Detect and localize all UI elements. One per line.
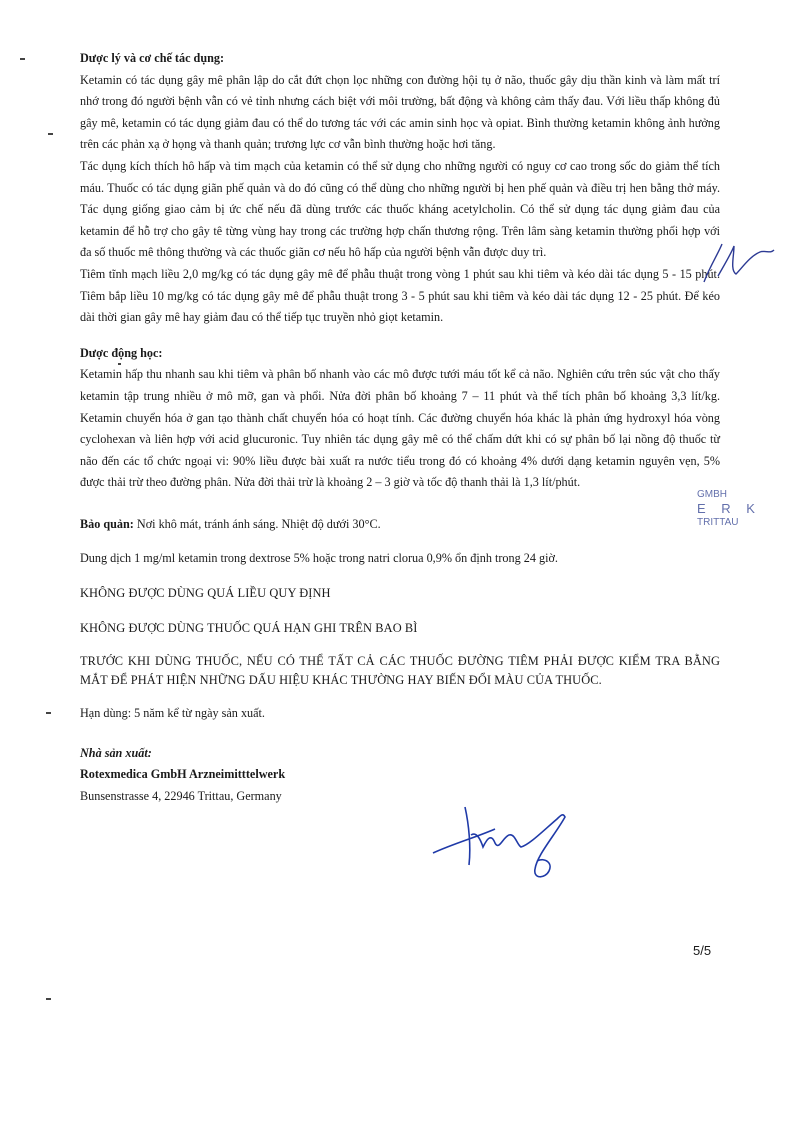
- pharmacology-paragraph-1: Ketamin có tác dụng gây mê phân lập do cắt đứt chọn lọc những con đường hội tụ ở não, thuốc gây dịu thần kinh và làm mất trí nhớ trong đó người bệnh vẫn có vẻ tỉnh nhưng cách biệt với môi trường, bất động và không cảm thấy đau. Với liều thấp không đủ gây mê, ketamin có tác dụng giảm đau có thể do tương tác với các amin sinh học và opiat. Bình thường ketamin không ảnh hưởng trên các phản xạ ở họng và thanh quản; trương lực cơ vẫn bình thường hoặc hơi tăng.: [80, 72, 720, 152]
- scan-mark: [46, 998, 51, 1000]
- manufacturer-label: Nhà sản xuất:: [80, 745, 152, 760]
- page-number: 5/5: [693, 943, 712, 958]
- pharmacokinetics-heading: Dược động học:: [80, 345, 163, 360]
- pharmacokinetics-paragraph: Ketamin hấp thu nhanh sau khi tiêm và phân bố nhanh vào các mô được tưới máu tốt kể cả não. Nghiên cứu trên súc vật cho thấy ketamin tập trung nhiều ở mô mỡ, gan và phổi. Nửa đời phân bố khoảng 7 – 11 phút và thể tích phân bố khoảng 3,3 lít/kg. Ketamin chuyển hóa ở gan tạo thành chất chuyển hóa có hoạt tính. Các đường chuyển hóa khác là phản ứng hydroxyl hóa vòng cyclohexan và liên hợp với acid glucuronic. Tuy nhiên tác dụng gây mê có thể chấm dứt khi có sự phân bố lại nồng độ thuốc từ não đến các tổ chức ngoại vi: 90% liều được bài xuất ra nước tiểu trong đó có khoảng 4% dưới dạng ketamin nguyên vẹn, 5% được thải trừ theo đường phân. Nửa đời thải trừ là khoảng 2 – 3 giờ và tốc độ thanh thải là 1,3 lít/phút.: [80, 367, 720, 490]
- stamp-line-3: TRITTAU: [697, 517, 739, 528]
- manufacturer-signature: [425, 795, 585, 885]
- company-stamp: [697, 488, 767, 530]
- scan-mark: [118, 363, 121, 365]
- document-page: [80, 48, 720, 808]
- shelf-life: Hạn dùng: 5 năm kể từ ngày sản xuất.: [80, 706, 265, 721]
- warning-inspection: TRƯỚC KHI DÙNG THUỐC, NẾU CÓ THỂ TẤT CẢ CÁC THUỐC ĐƯỜNG TIÊM PHẢI ĐƯỢC KIỂM TRA BẰNG MẮT ĐỂ PHÁT HIỆN NHỮNG DẤU HIỆU KHÁC THƯỜNG HAY BIẾN ĐỔI MÀU CỦA THUỐC.: [80, 654, 720, 688]
- manufacturer-block: [80, 743, 720, 808]
- pharmacology-paragraph-2: Tác dụng kích thích hô hấp và tim mạch của ketamin có thể sử dụng cho những người có nguy cơ cao trong sốc do giảm thể tích máu. Thuốc có tác dụng giãn phế quản và do đó cũng có thể dùng cho những người bị hen phế quản và điều trị hen bằng thở máy. Tác dụng giống giao cảm bị ức chế nếu đã dùng trước các thuốc kháng acetylcholin. Có thể sử dụng tác dụng giảm đau của ketamin để hỗ trợ cho gây tê từng vùng hay trong các trường hợp chấn thương rộng. Trên lâm sàng ketamin thường phối hợp với đa số thuốc mê thông thường và các thuốc giãn cơ nếu hô hấp của người bệnh vẫn được duy trì.: [80, 158, 720, 260]
- storage-line: [80, 514, 720, 536]
- stamp-line-2: E R K: [697, 501, 761, 516]
- stability-text: Dung dịch 1 mg/ml ketamin trong dextrose 5% hoặc trong natri clorua 0,9% ổn định trong 24 giờ.: [80, 551, 558, 566]
- stamp-line-1: GMBH: [697, 489, 727, 500]
- warning-expiry: KHÔNG ĐƯỢC DÙNG THUỐC QUÁ HẠN GHI TRÊN BAO BÌ: [80, 620, 418, 635]
- manufacturer-address: Bunsenstrasse 4, 22946 Trittau, Germany: [80, 789, 282, 804]
- storage-text: Nơi khô mát, tránh ánh sáng. Nhiệt độ dưới 30°C.: [133, 516, 381, 531]
- scan-mark: [48, 133, 53, 135]
- pharmacology-paragraph-3: Tiêm tĩnh mạch liều 2,0 mg/kg có tác dụng gây mê để phẫu thuật trong vòng 1 phút sau khi tiêm và kéo dài tác dụng 5 - 15 phút. Tiêm bắp liều 10 mg/kg có tác dụng gây mê để phẫu thuật trong 3 - 5 phút sau khi tiêm và kéo dài tác dụng 12 - 25 phút. Để kéo dài thời gian gây mê hay giảm đau có thể tiếp tục truyền nhỏ giọt ketamin.: [80, 266, 720, 325]
- manufacturer-name: Rotexmedica GmbH Arzneimitttelwerk: [80, 767, 286, 782]
- scan-mark: [20, 58, 25, 60]
- warning-overdose: KHÔNG ĐƯỢC DÙNG QUÁ LIỀU QUY ĐỊNH: [80, 586, 331, 601]
- storage-label: Bảo quản:: [80, 516, 134, 531]
- scan-mark: [46, 712, 51, 714]
- initials-signature: [700, 236, 780, 286]
- pharmacology-heading: Dược lý và cơ chế tác dụng:: [80, 51, 225, 65]
